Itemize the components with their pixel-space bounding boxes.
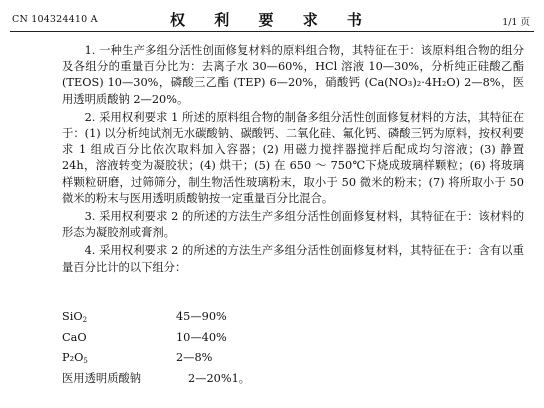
claims-body — [62, 43, 524, 278]
page-number: 1/1 页 — [502, 17, 530, 28]
component-value: 2—20%1。 — [188, 371, 251, 385]
component-value: 45—90% — [176, 310, 227, 323]
page-header — [0, 0, 544, 32]
claim-3: 3. 采用权利要求 2 的所述的方法生产多组分活性创面修复材料，其特征在于：该材料的形态为凝胶剂或膏剂。 — [62, 210, 524, 240]
composition-row — [62, 307, 362, 328]
page-title: 权 利 要 求 书 — [170, 11, 374, 29]
header-divider — [10, 31, 534, 32]
component-value: 2—8% — [176, 351, 213, 364]
claim-4: 4. 采用权利要求 2 的所述的方法生产多组分活性创面修复材料，其特征在于：含有以重量百分比计的以下组分： — [62, 244, 524, 274]
doc-number: CN 104324410 A — [12, 14, 98, 25]
component-value: 10—40% — [176, 330, 227, 344]
component-name: SiO$_2$ — [62, 310, 88, 324]
composition-row — [62, 328, 362, 349]
component-name: $P_2O_5$ — [62, 351, 88, 365]
composition-list — [62, 307, 362, 389]
component-name: 医用透明质酸钠 — [62, 371, 142, 385]
claim-2: 2. 采用权利要求 1 所述的原料组合物的制备多组分活性创面修复材料的方法，其特征在于：(1) 以分析纯试剂无水碳酸钠、碳酸钙、二氧化硅、氟化钙、磷酸三钙为原料，按权利要求 1 组成百分比依次取料加入容器；(2) 用磁力搅拌器搅拌后配成均匀溶液；(3) 静置 24h，溶液转变为凝胶状；(4) 烘干；(5) 在 650 ～ 750℃下烧成玻璃样颗粒；(6) 将玻璃样颗粒研磨，过筛筛分，制生物活性玻璃粉末，取小于 50 微米的粉末；(7) 将所取小于 50 微米的粉末与医用透明质酸钠按一定重量百分比混合。 — [62, 110, 524, 205]
claim-1: 1. 一种生产多组分活性创面修复材料的原料组合物，其特征在于：该原料组合物的组分及各组分的重量百分比为：去离子水 30—60%，HCl 溶液 10—30%，分析纯正硅酸乙酯 (TEOS) 10—30%，磷酸三乙酯 (TEP) 6—20%，硝酸钙 (Ca(NO₃)₂·4H₂O) 2—8%，医用透明质酸钠 2—20%。 — [62, 44, 524, 106]
component-name: CaO — [62, 330, 87, 344]
composition-row — [62, 348, 362, 369]
composition-row — [62, 369, 362, 390]
